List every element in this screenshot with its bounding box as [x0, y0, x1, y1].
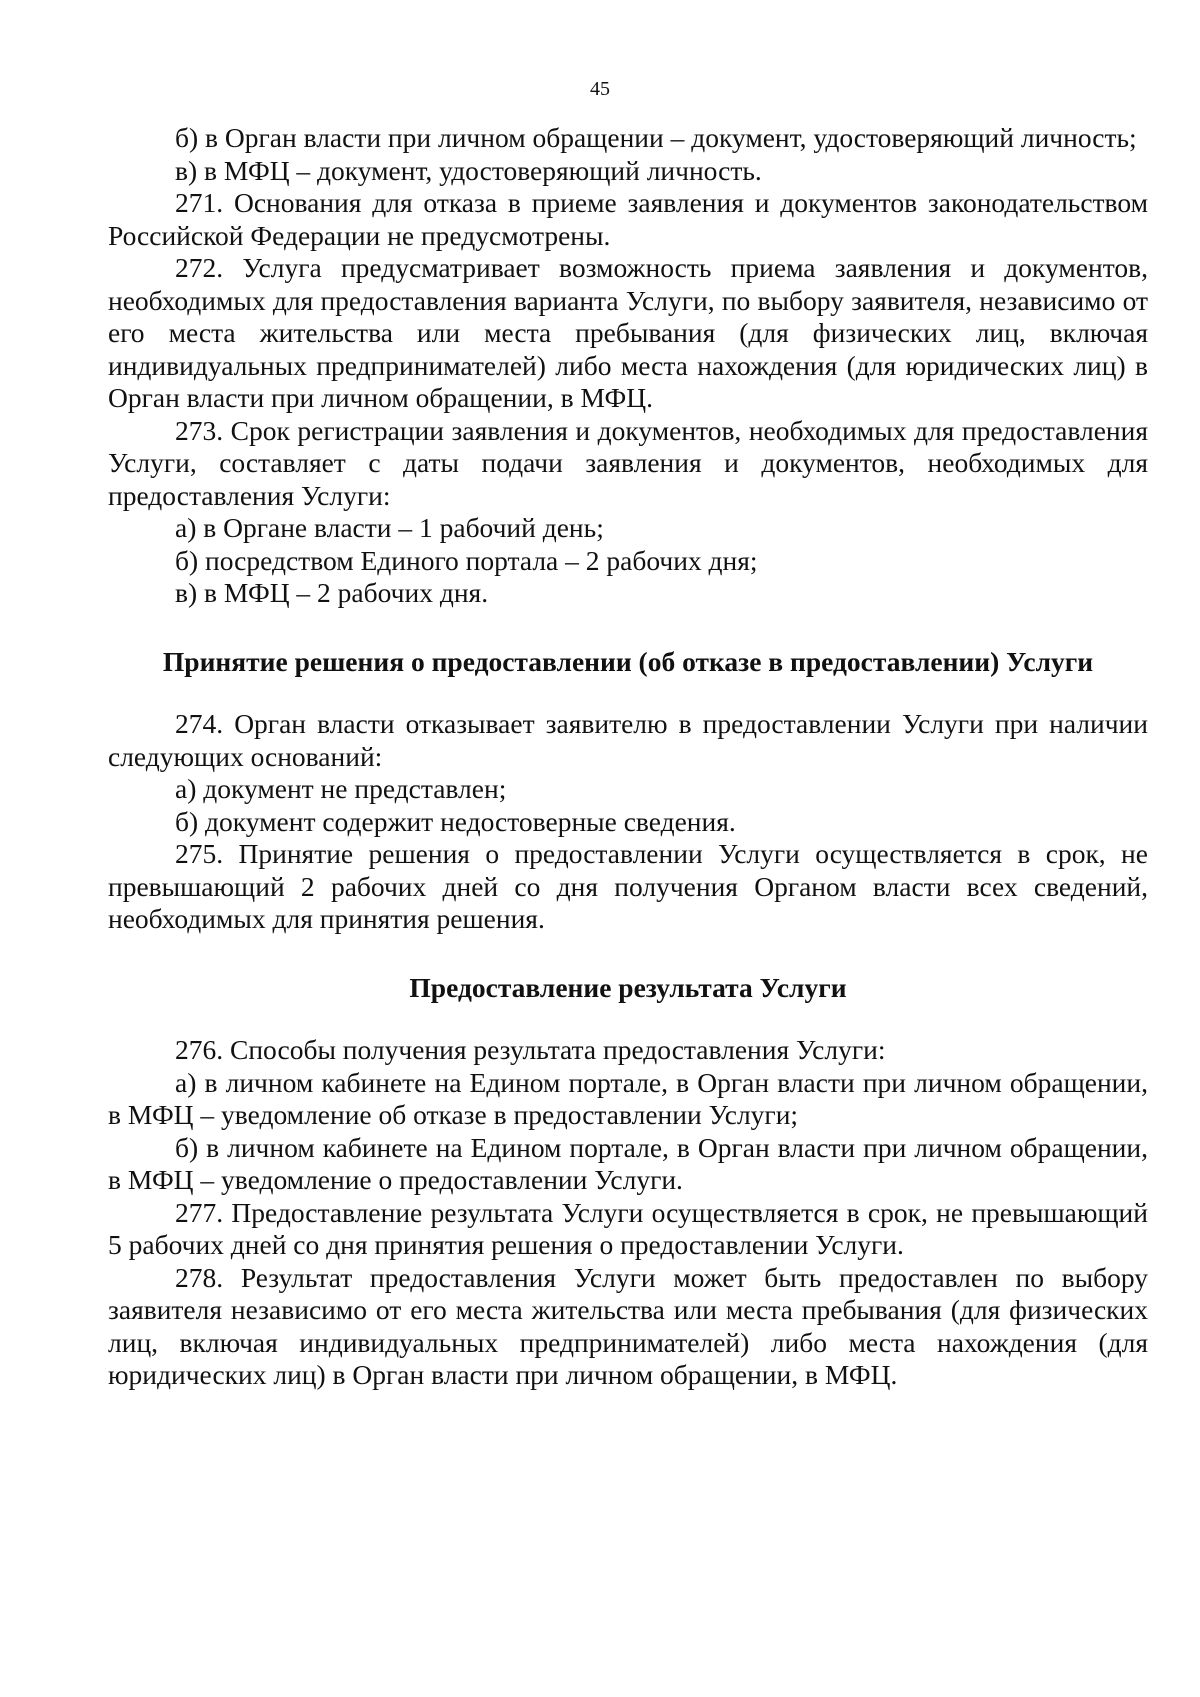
section-heading-decision: Принятие решения о предоставлении (об отказе в предоставлении) Услуги: [162, 645, 1094, 677]
paragraph-271: 271. Основания для отказа в приеме заявления и документов законодательством Российской Федерации не предусмотрены.: [108, 187, 1148, 251]
paragraph-273-a: а) в Органе власти – 1 рабочий день;: [175, 512, 604, 543]
paragraph-273-v: в) в МФЦ – 2 рабочих дня.: [175, 577, 489, 608]
paragraph-275: 275. Принятие решения о предоставлении Услуги осуществляется в срок, не превышающий 2 рабочих дней со дня получения Органом власти всех сведений, необходимых для принятия решения.: [108, 838, 1148, 934]
paragraph-274-b: б) документ содержит недостоверные сведения.: [175, 805, 736, 837]
paragraph-278: 278. Результат предоставления Услуги может быть предоставлен по выбору заявителя независимо от его места жительства или места пребывания (для физических лиц, включая индивидуальных предпринимателей) либо места нахождения (для юридических лиц) в Орган власти при личном обращении, в МФЦ.: [108, 1261, 1148, 1390]
paragraph-274-a: а) документ не представлен;: [175, 773, 507, 804]
paragraph-272: 272. Услуга предусматривает возможность приема заявления и документов, необходимых для предоставления варианта Услуги, по выбору заявителя, независимо от его места жительства или места пребывания (для физических лиц, включая индивидуальных предпринимателей) либо места нахождения (для юридических лиц) в Орган власти при личном обращении, в МФЦ.: [108, 252, 1148, 413]
page-number: 45: [590, 78, 610, 100]
paragraph-273: 273. Срок регистрации заявления и документов, необходимых для предоставления Услуги, составляет с даты подачи заявления и документов, необходимых для предоставления Услуги:: [108, 414, 1148, 511]
paragraph-274: 274. Орган власти отказывает заявителю в предоставлении Услуги при наличии следующих оснований:: [108, 708, 1148, 772]
paragraph-276-b: б) в личном кабинете на Едином портале, в Орган власти при личном обращении, в МФЦ – уведомление о предоставлении Услуги.: [108, 1131, 1148, 1195]
paragraph-item-v-identity-mfc: в) в МФЦ – документ, удостоверяющий личность.: [175, 154, 762, 186]
paragraph-276-a: а) в личном кабинете на Едином портале, в Орган власти при личном обращении, в МФЦ – уведомление об отказе в предоставлении Услуги;: [108, 1066, 1148, 1130]
paragraph-273-b: б) посредством Единого портала – 2 рабочих дня;: [175, 544, 758, 576]
document-body: [108, 122, 1148, 1392]
section-heading-result: Предоставление результата Услуги: [409, 971, 847, 1003]
paragraph-276: 276. Способы получения результата предоставления Услуги:: [175, 1034, 886, 1065]
paragraph-277: 277. Предоставление результата Услуги осуществляется в срок, не превышающий 5 рабочих дней со дня принятия решения о предоставлении Услуги.: [108, 1196, 1148, 1260]
paragraph-item-b-identity-organ: б) в Орган власти при личном обращении – документ, удостоверяющий личность;: [175, 122, 1137, 153]
